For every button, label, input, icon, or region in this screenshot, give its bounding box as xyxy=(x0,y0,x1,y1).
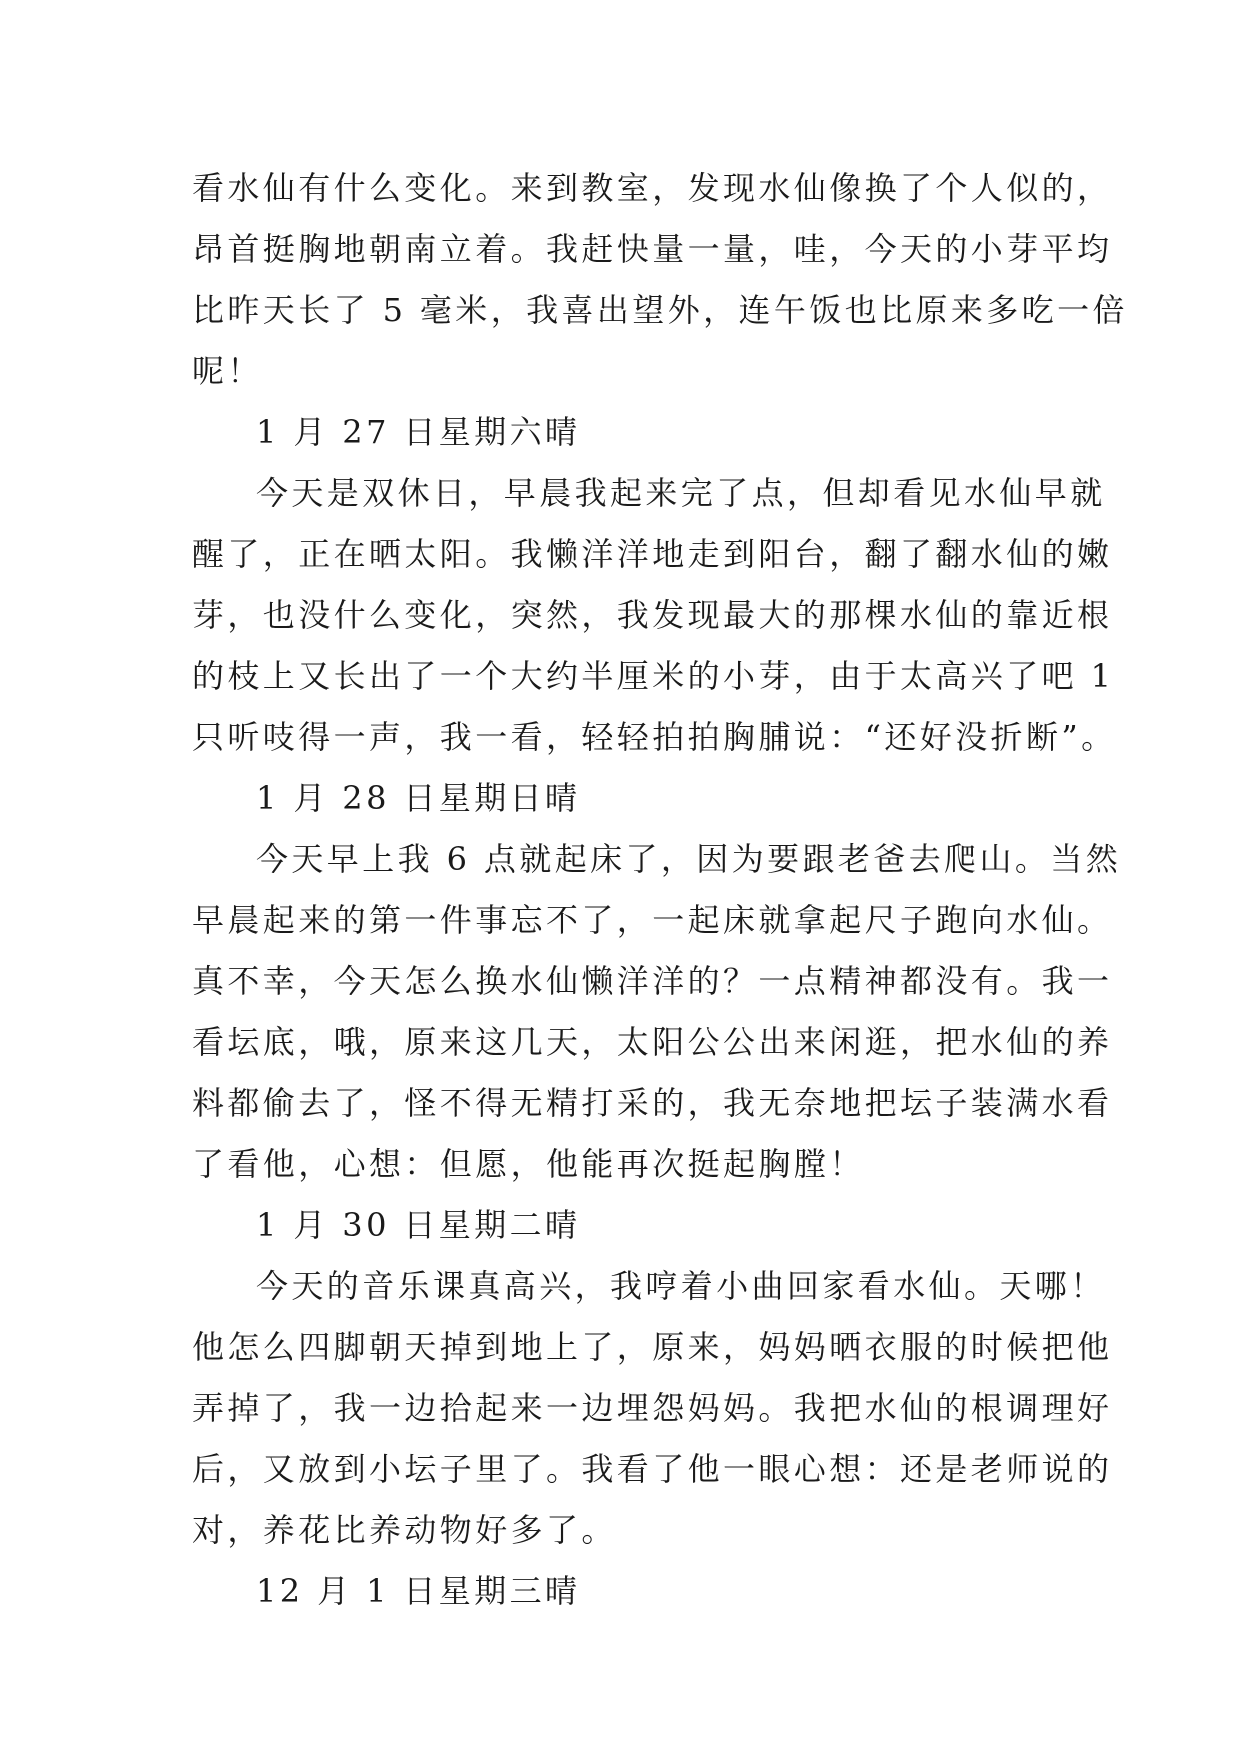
date-heading: 12 月 1 日星期三晴 xyxy=(256,1572,581,1610)
text-line: 昂首挺胸地朝南立着。我赶快量一量，哇，今天的小芽平均 xyxy=(192,230,1113,268)
text-line: 比昨天长了 5 毫米，我喜出望外，连午饭也比原来多吃一倍 xyxy=(192,291,1128,329)
paragraph-start: 今天是双休日，早晨我起来完了点，但却看见水仙早就 xyxy=(256,474,1106,512)
text-line: 真不幸，今天怎么换水仙懒洋洋的？一点精神都没有。我一 xyxy=(192,962,1113,1000)
text-line: 后，又放到小坛子里了。我看了他一眼心想：还是老师说的 xyxy=(192,1450,1113,1488)
text-line: 他怎么四脚朝天掉到地上了，原来，妈妈晒衣服的时候把他 xyxy=(192,1328,1113,1366)
text-line: 弄掉了，我一边拾起来一边埋怨妈妈。我把水仙的根调理好 xyxy=(192,1389,1113,1427)
text-line: 醒了，正在晒太阳。我懒洋洋地走到阳台，翻了翻水仙的嫩 xyxy=(192,535,1113,573)
text-line: 只听吱得一声，我一看，轻轻拍拍胸脯说：“还好没折断”。 xyxy=(192,718,1117,756)
text-line: 了看他，心想：但愿，他能再次挺起胸膛！ xyxy=(192,1145,865,1183)
text-line: 芽，也没什么变化，突然，我发现最大的那棵水仙的靠近根 xyxy=(192,596,1113,634)
text-line: 看坛底，哦，原来这几天，太阳公公出来闲逛，把水仙的养 xyxy=(192,1023,1113,1061)
text-line: 呢！ xyxy=(192,352,263,390)
paragraph-start: 今天的音乐课真高兴，我哼着小曲回家看水仙。天哪！ xyxy=(256,1267,1106,1305)
date-heading: 1 月 30 日星期二晴 xyxy=(256,1206,581,1244)
diary-text xyxy=(192,158,1128,1622)
date-heading: 1 月 27 日星期六晴 xyxy=(256,413,581,451)
text-line: 料都偷去了，怪不得无精打采的，我无奈地把坛子装满水看 xyxy=(192,1084,1113,1122)
text-line: 早晨起来的第一件事忘不了，一起床就拿起尺子跑向水仙。 xyxy=(192,901,1113,939)
text-line: 对，养花比养动物好多了。 xyxy=(192,1511,617,1549)
text-line: 的枝上又长出了一个大约半厘米的小芽，由于太高兴了吧 1 xyxy=(192,657,1115,695)
paragraph-start: 今天早上我 6 点就起床了，因为要跟老爸去爬山。当然 xyxy=(256,840,1122,878)
date-heading: 1 月 28 日星期日晴 xyxy=(256,779,581,817)
text-line: 看水仙有什么变化。来到教室，发现水仙像换了个人似的， xyxy=(192,169,1113,207)
